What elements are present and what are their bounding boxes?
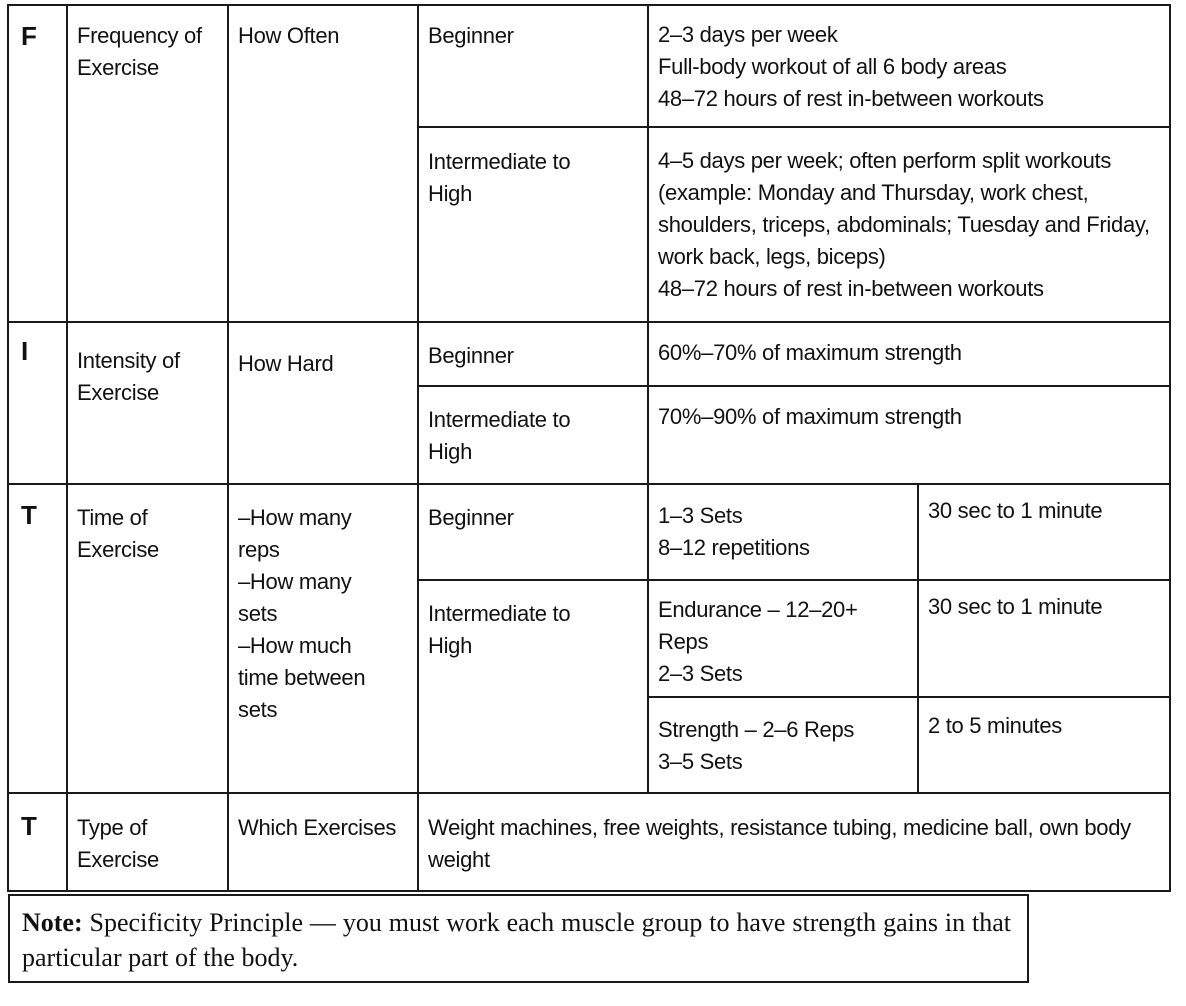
frequency-beginner-level: Beginner bbox=[418, 5, 648, 127]
time-row-beginner bbox=[8, 484, 1170, 580]
intensity-beginner-level: Beginner bbox=[418, 322, 648, 386]
intensity-row-beginner bbox=[8, 322, 1170, 386]
time-beginner-level: Beginner bbox=[418, 484, 648, 580]
type-row bbox=[8, 793, 1170, 891]
note-label: Note: bbox=[22, 908, 83, 937]
frequency-beginner-detail: 2–3 days per week Full-body workout of all 6 body areas 48–72 hours of rest in-between workouts bbox=[648, 5, 1170, 127]
time-letter: T bbox=[8, 484, 67, 793]
time-strength-sets: Strength – 2–6 Reps 3–5 Sets bbox=[648, 697, 918, 793]
note-box bbox=[8, 894, 1029, 983]
time-advanced-level: Intermediate to High bbox=[418, 580, 648, 793]
intensity-advanced-level: Intermediate to High bbox=[418, 386, 648, 484]
time-question: –How many reps –How many sets –How much time between sets bbox=[228, 484, 418, 793]
type-name: Type of Exercise bbox=[67, 793, 228, 891]
intensity-beginner-detail: 60%–70% of maximum strength bbox=[648, 322, 1170, 386]
intensity-question: How Hard bbox=[228, 322, 418, 484]
frequency-row-beginner bbox=[8, 5, 1170, 127]
fitt-table bbox=[7, 4, 1171, 892]
note-text: Specificity Principle — you must work each muscle group to have strength gains in that particular part of the body. bbox=[22, 908, 1011, 972]
type-detail: Weight machines, free weights, resistance tubing, medicine ball, own body weight bbox=[418, 793, 1170, 891]
time-strength-rest: 2 to 5 minutes bbox=[918, 697, 1170, 793]
intensity-advanced-detail: 70%–90% of maximum strength bbox=[648, 386, 1170, 484]
frequency-name: Frequency of Exercise bbox=[67, 5, 228, 322]
time-beginner-rest: 30 sec to 1 minute bbox=[918, 484, 1170, 580]
type-question: Which Exercises bbox=[228, 793, 418, 891]
time-endurance-sets: Endurance – 12–20+ Reps 2–3 Sets bbox=[648, 580, 918, 697]
time-name: Time of Exercise bbox=[67, 484, 228, 793]
frequency-advanced-level: Intermediate to High bbox=[418, 127, 648, 322]
intensity-letter: I bbox=[8, 322, 67, 484]
frequency-letter: F bbox=[8, 5, 67, 322]
intensity-name: Intensity of Exercise bbox=[67, 322, 228, 484]
frequency-advanced-detail: 4–5 days per week; often perform split workouts (example: Monday and Thursday, work chest, shoulders, triceps, abdominals; Tuesday and Friday, work back, legs, biceps) 48–72 hours of rest in-between workouts bbox=[648, 127, 1170, 322]
time-endurance-rest: 30 sec to 1 minute bbox=[918, 580, 1170, 697]
time-beginner-sets: 1–3 Sets 8–12 repetitions bbox=[648, 484, 918, 580]
frequency-question: How Often bbox=[228, 5, 418, 322]
type-letter: T bbox=[8, 793, 67, 891]
